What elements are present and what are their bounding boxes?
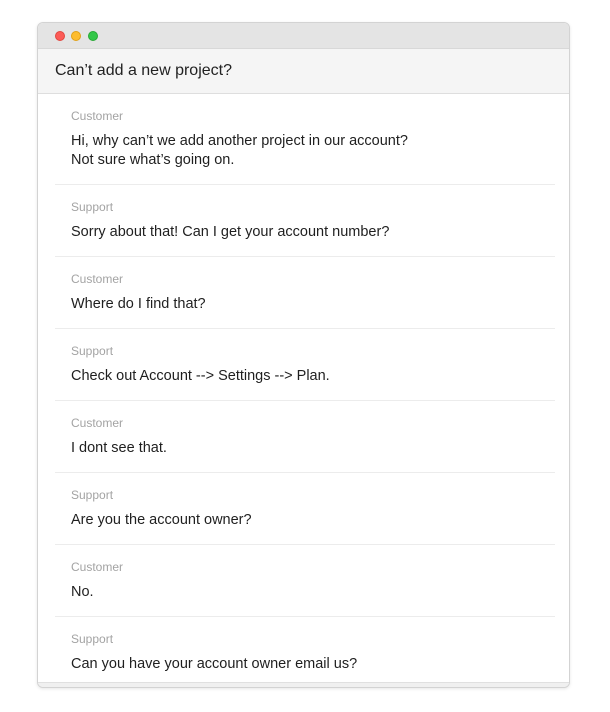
message-line: Can you have your account owner email us? [71, 656, 358, 672]
message-author: Customer [71, 272, 124, 286]
message-body [71, 286, 555, 328]
thread-header [38, 49, 569, 94]
message-item [55, 185, 555, 257]
message-body [71, 430, 555, 472]
message-line: Sorry about that! Can I get your account number? [71, 224, 390, 240]
message-body [71, 214, 555, 256]
message-author: Support [71, 488, 114, 502]
message-item [55, 617, 555, 688]
zoom-icon[interactable] [88, 31, 98, 41]
message-body [71, 358, 555, 400]
message-author: Customer [71, 560, 124, 574]
message-body [71, 574, 555, 616]
message-line: Not sure what’s going on. [71, 152, 235, 168]
minimize-icon[interactable] [71, 31, 81, 41]
thread-title: Can’t add a new project? [55, 62, 232, 79]
message-item [55, 257, 555, 329]
message-thread [38, 94, 569, 688]
message-item [55, 473, 555, 545]
message-line: Check out Account --> Settings --> Plan. [71, 368, 330, 384]
message-item [55, 545, 555, 617]
message-item [55, 329, 555, 401]
message-author: Support [71, 200, 114, 214]
message-author: Support [71, 632, 114, 646]
window-bottom-edge [38, 682, 569, 687]
window-titlebar [38, 23, 569, 49]
message-body [71, 502, 555, 544]
message-body [71, 123, 555, 184]
message-line: I dont see that. [71, 440, 167, 456]
message-author: Customer [71, 416, 124, 430]
message-line: Hi, why can’t we add another project in our account? [71, 133, 408, 149]
message-author: Support [71, 344, 114, 358]
message-item [55, 94, 555, 185]
message-line: Where do I find that? [71, 296, 206, 312]
close-icon[interactable] [55, 31, 65, 41]
message-author: Customer [71, 109, 124, 123]
message-line: No. [71, 584, 94, 600]
message-line: Are you the account owner? [71, 512, 252, 528]
message-item [55, 401, 555, 473]
conversation-window [37, 22, 570, 688]
